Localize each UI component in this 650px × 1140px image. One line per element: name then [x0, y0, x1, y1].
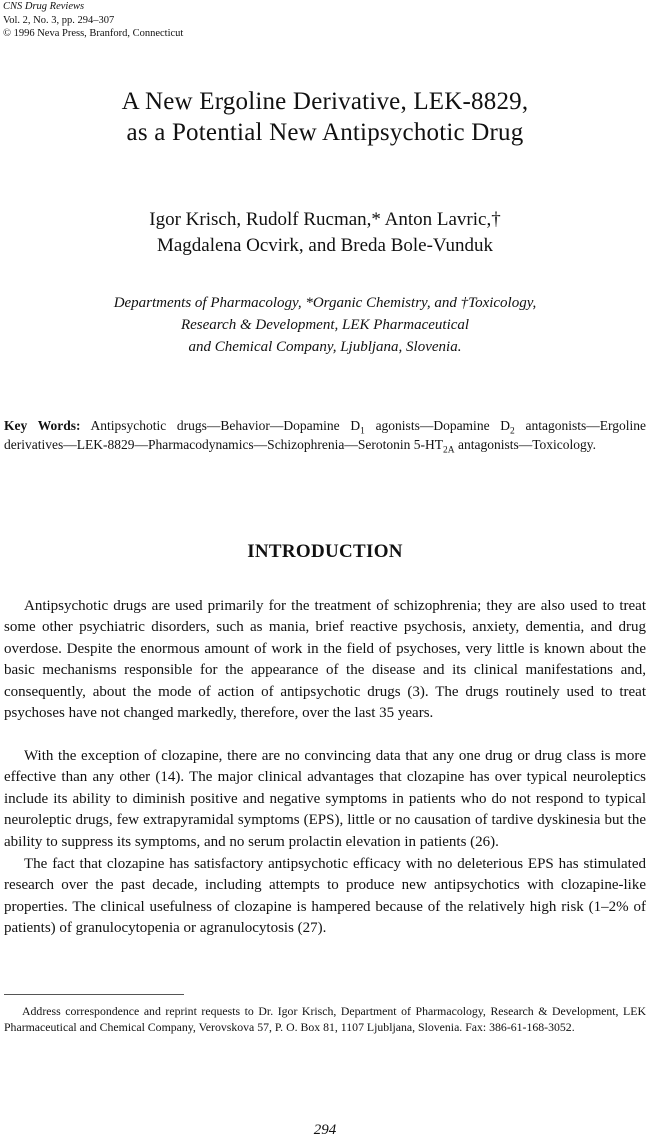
correspondence-footnote: Address correspondence and reprint requests to Dr. Igor Krisch, Department of Pharmacology, Research & Development, LEK Pharmaceutical and Chemical Company, Verovskova 57, P. O. Box 81, 1107 Ljubljana, Slovenia. Fax: 386-61-168-3052.: [4, 1004, 646, 1035]
subscript: 2A: [443, 445, 455, 456]
title-line-1: A New Ergoline Derivative, LEK-8829,: [121, 88, 529, 115]
section-heading: INTRODUCTION: [247, 541, 403, 562]
authors-line-2: Magdalena Ocvirk, and Breda Bole-Vunduk: [156, 235, 493, 256]
footnote-divider: [4, 994, 184, 995]
key-words: [4, 416, 646, 454]
article-title: [0, 86, 650, 148]
body-paragraph: With the exception of clozapine, there are no convincing data that any one drug or drug class is more effective than any other (14). The major clinical advantages that clozapine has over typical neuroleptics include its ability to diminish positive and negative symptoms in patients who do not respond to typical neuroleptic drugs, few extrapyramidal symptoms (EPS), little or no causation of tardive dyskinesia but the ability to suppress its symptoms, and no serum prolactin elevation in patients (26).: [4, 748, 646, 850]
subscript: 1: [360, 426, 365, 437]
journal-copyright: © 1996 Neva Press, Branford, Connecticut: [3, 28, 184, 39]
journal-volume: Vol. 2, No. 3, pp. 294–307: [3, 14, 115, 26]
page-number: 294: [313, 1122, 337, 1138]
key-words-text: antagonists—Toxicology.: [454, 437, 596, 452]
subscript: 2: [510, 426, 515, 437]
body-paragraph: Antipsychotic drugs are used primarily for the treatment of schizophrenia; they are also used to treat some other psychiatric disorders, such as mania, brief reactive psychosis, anxiety, dementia, and drug overdose. Despite the enormous amount of work in the field of psychoses, very little is known about the basic mechanisms responsible for the appearance of the disease and its clinical manifestations and, consequently, about the mode of action of antipsychotic drugs (3). The drugs routinely used to treat psychoses have not changed markedly, therefore, over the last 35 years.: [4, 598, 646, 722]
author-list: [0, 207, 650, 259]
affiliation-line-3: and Chemical Company, Ljubljana, Slovenia.: [188, 339, 462, 355]
affiliation: [0, 292, 650, 358]
key-words-text: Antipsychotic drugs—Behavior—Dopamine D: [80, 418, 361, 433]
affiliation-line-1: Departments of Pharmacology, *Organic Chemistry, and †Toxicology,: [113, 295, 537, 311]
body-paragraph: The fact that clozapine has satisfactory antipsychotic efficacy with no deleterious EPS has stimulated research over the past decade, including attempts to produce new antipsychotics with clozapine-like properties. The clinical usefulness of clozapine is hampered because of the relatively high risk (1–2% of patients) of granulocytopenia or agranulocytosis (27).: [4, 856, 646, 937]
key-words-text: agonists—Dopamine D: [364, 418, 511, 433]
journal-name: CNS Drug Reviews: [3, 1, 85, 12]
journal-header: [3, 0, 183, 41]
affiliation-line-2: Research & Development, LEK Pharmaceutical: [180, 317, 470, 333]
authors-line-1: Igor Krisch, Rudolf Rucman,* Anton Lavric,†: [149, 209, 501, 230]
key-words-label: Key Words:: [4, 418, 81, 433]
key-words-text: antagonists—Ergoline derivatives—LEK-8829—Pharmacodynamics—Schizophrenia—Serotonin 5-HT: [4, 418, 646, 452]
title-line-2: as a Potential New Antipsychotic Drug: [126, 119, 524, 146]
